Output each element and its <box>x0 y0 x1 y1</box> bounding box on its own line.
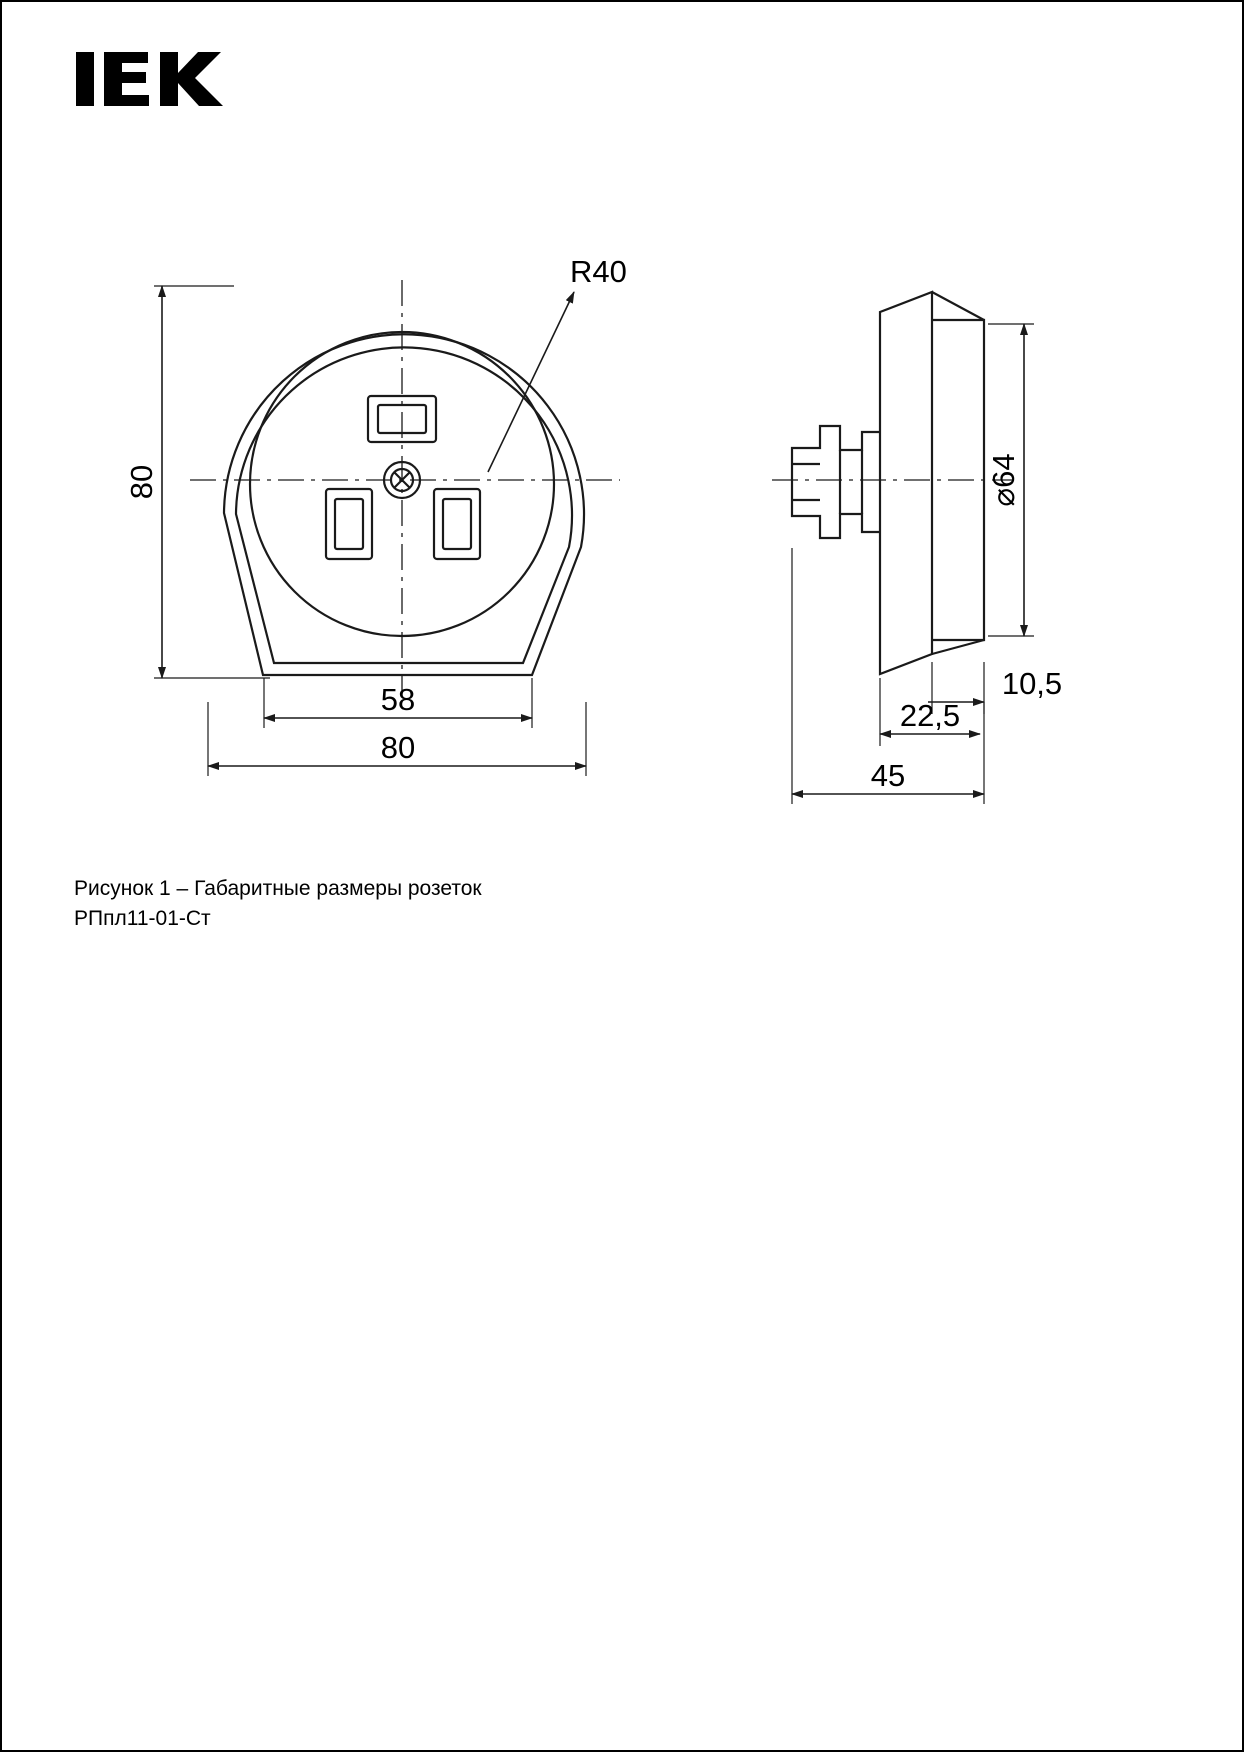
front-view-centerlines <box>190 280 620 692</box>
dimension-diameter-64-label: ⌀64 <box>986 453 1021 507</box>
dimension-width-80-label: 80 <box>380 730 416 765</box>
dimension-depth-22-5 <box>880 678 980 746</box>
dimension-diameter-64 <box>986 324 1034 636</box>
front-view <box>224 313 584 675</box>
figure-caption-line-2: РПпл11-01-Ст <box>74 907 211 930</box>
figure-caption <box>74 874 482 934</box>
dimension-height-80-label: 80 <box>124 464 159 500</box>
dimension-width-58-label: 58 <box>380 682 416 717</box>
dimension-depth-45 <box>792 548 984 804</box>
dimension-r40 <box>488 254 627 472</box>
figure-caption-line-1: Рисунок 1 – Габаритные размеры розеток <box>74 877 482 900</box>
dimension-depth-22-5-label: 22,5 <box>899 698 961 733</box>
side-view <box>792 292 984 674</box>
dimension-depth-10-5-label: 10,5 <box>1001 666 1063 701</box>
dimension-width-58 <box>264 678 532 728</box>
dimension-depth-45-label: 45 <box>870 758 906 793</box>
dimension-height-80 <box>124 286 270 678</box>
dimension-r40-label: R40 <box>570 254 627 289</box>
